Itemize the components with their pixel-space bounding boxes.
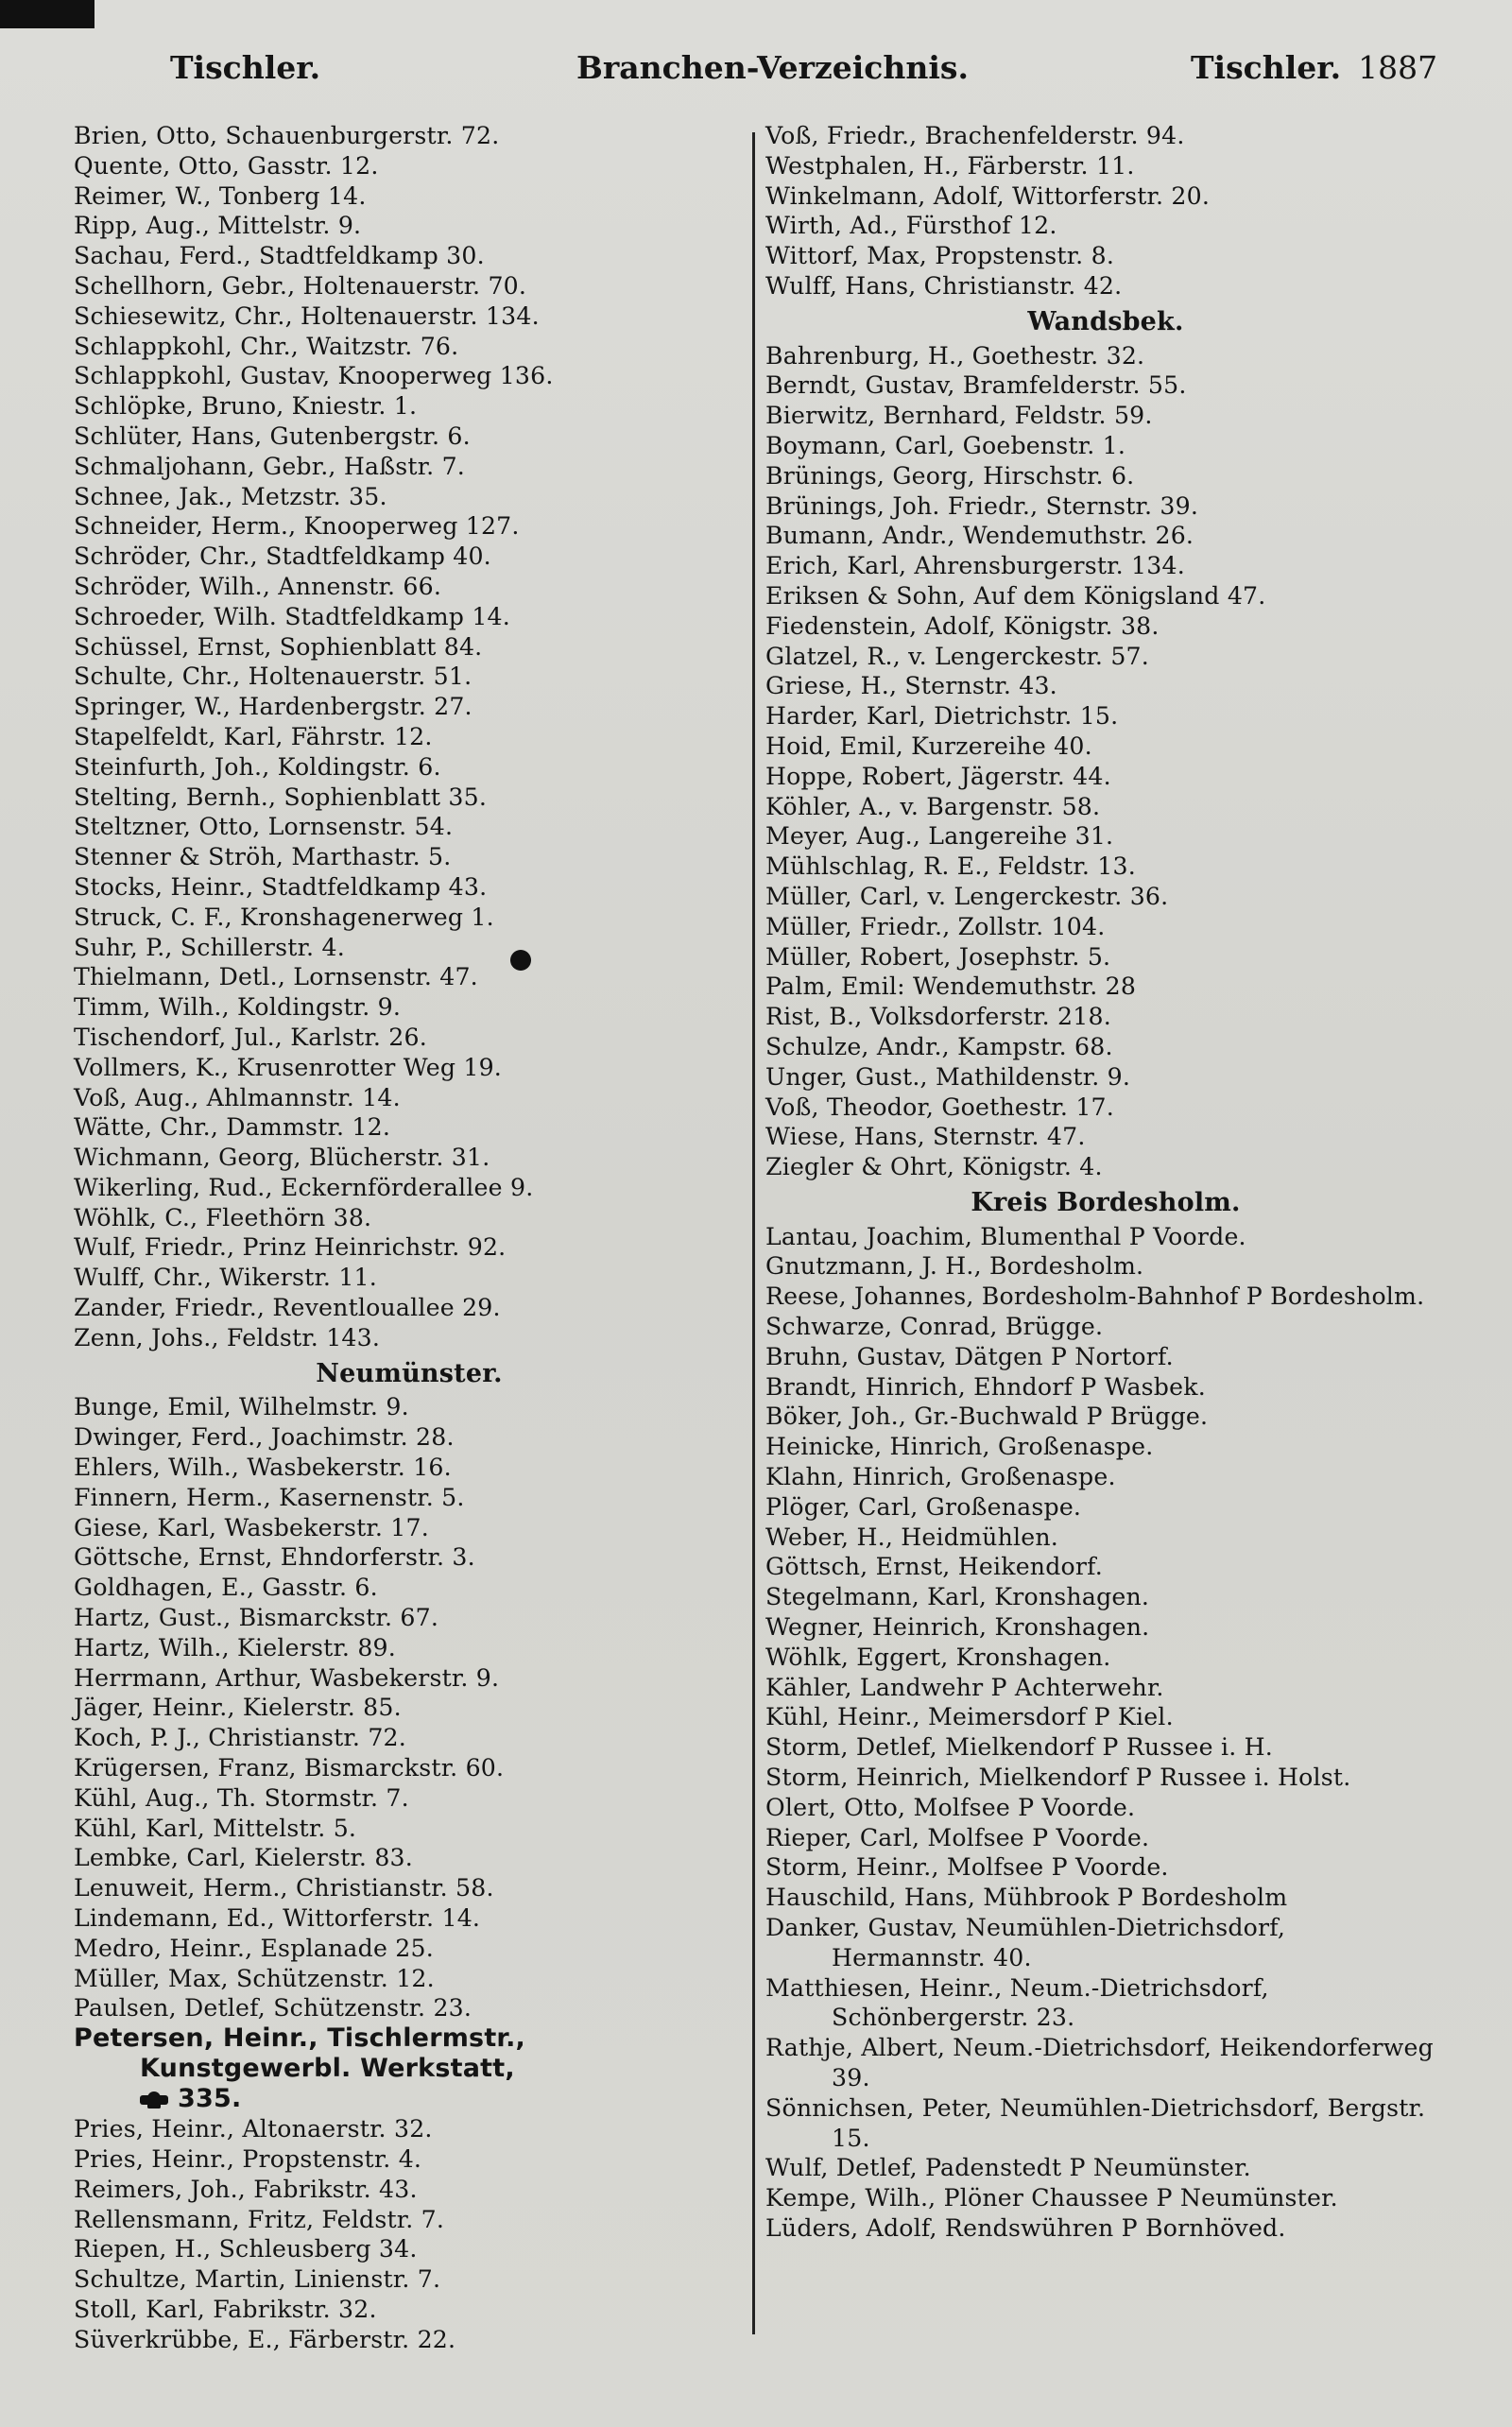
advertisement-petersen: [74, 2023, 745, 2114]
directory-entry: Westphalen, H., Färberstr. 11.: [765, 151, 1135, 180]
directory-entry: Wegner, Heinrich, Kronshagen.: [765, 1613, 1150, 1642]
directory-entry: Göttsch, Ernst, Heikendorf.: [765, 1553, 1103, 1581]
directory-entry: Palm, Emil: Wendemuthstr. 28: [765, 973, 1137, 1001]
directory-entry: Goldhagen, E., Gasstr. 6.: [74, 1574, 378, 1602]
directory-entry: Storm, Heinr., Molfsee P Voorde.: [765, 1853, 1169, 1882]
directory-entry: Olert, Otto, Molfsee P Voorde.: [765, 1793, 1136, 1821]
directory-entry: Ehlers, Wilh., Wasbekerstr. 16.: [74, 1454, 452, 1482]
header-center-title: Branchen-Verzeichnis.: [576, 49, 969, 86]
section-title-wandsbek: Wandsbek.: [1027, 306, 1184, 336]
directory-entry: Schiesewitz, Chr., Holtenauerstr. 134.: [74, 301, 540, 330]
directory-entry: Struck, C. F., Kronshagenerweg 1.: [74, 903, 494, 931]
directory-entry: Wirth, Ad., Fürsthof 12.: [765, 212, 1057, 240]
directory-entry: Ripp, Aug., Mittelstr. 9.: [74, 212, 362, 240]
directory-entry: Lembke, Carl, Kielerstr. 83.: [74, 1844, 413, 1872]
directory-entry: Griese, H., Sternstr. 43.: [765, 672, 1057, 700]
directory-entry: Wikerling, Rud., Eckernförderallee 9.: [74, 1173, 534, 1201]
directory-entry: Plöger, Carl, Großenaspe.: [765, 1492, 1082, 1521]
directory-entry: Rieper, Carl, Molfsee P Voorde.: [765, 1823, 1150, 1851]
directory-entry: Storm, Heinrich, Mielkendorf P Russee i. Holst.: [765, 1764, 1351, 1792]
header-left-title: Tischler.: [170, 49, 321, 86]
directory-entry: Schüssel, Ernst, Sophienblatt 84.: [74, 632, 483, 661]
directory-entry: Glatzel, R., v. Lengerckestr. 57.: [765, 642, 1149, 670]
directory-entry: Tischendorf, Jul., Karlstr. 26.: [74, 1023, 427, 1051]
directory-entry: Bahrenburg, H., Goethestr. 32.: [765, 341, 1145, 370]
column-divider: [752, 132, 755, 2334]
directory-entry: Reimer, W., Tonberg 14.: [74, 181, 367, 210]
directory-entry: Schlüter, Hans, Gutenbergstr. 6.: [74, 422, 471, 450]
directory-entry: Lüders, Adolf, Rendswühren P Bornhöved.: [765, 2213, 1286, 2242]
directory-entry: Mühlschlag, R. E., Feldstr. 13.: [765, 852, 1136, 881]
directory-entry: Dwinger, Ferd., Joachimstr. 28.: [74, 1423, 455, 1452]
directory-entry: Schröder, Wilh., Annenstr. 66.: [74, 572, 442, 600]
directory-entry: Böker, Joh., Gr.-Buchwald P Brügge.: [765, 1403, 1209, 1431]
directory-entry: Jäger, Heinr., Kielerstr. 85.: [74, 1694, 402, 1722]
directory-entry: Schneider, Herm., Knooperweg 127.: [74, 512, 520, 541]
directory-entry: Suhr, P., Schillerstr. 4.: [74, 933, 345, 961]
directory-entry: Schellhorn, Gebr., Holtenauerstr. 70.: [74, 271, 527, 300]
directory-entry: Wulf, Friedr., Prinz Heinrichstr. 92.: [74, 1233, 507, 1262]
directory-entry: Herrmann, Arthur, Wasbekerstr. 9.: [74, 1663, 500, 1692]
directory-entry: Brien, Otto, Schauenburgerstr. 72.: [74, 122, 500, 149]
directory-entry: Winkelmann, Adolf, Wittorferstr. 20.: [765, 181, 1211, 210]
directory-entry: Schlappkohl, Gustav, Knooperweg 136.: [74, 362, 554, 390]
header-right-title: [1191, 49, 1437, 86]
directory-entry: Hartz, Wilh., Kielerstr. 89.: [74, 1633, 396, 1661]
directory-entry: Hauschild, Hans, Mühbrook P Bordesholm: [765, 1884, 1288, 1912]
directory-entry: Finnern, Herm., Kasernenstr. 5.: [74, 1483, 465, 1511]
directory-entry: Schlöpke, Bruno, Kniestr. 1.: [74, 392, 418, 421]
directory-entry: Sachau, Ferd., Stadtfeldkamp 30.: [74, 242, 485, 270]
directory-entry: Brandt, Hinrich, Ehndorf P Wasbek.: [765, 1372, 1206, 1401]
directory-entry: Weber, H., Heidmühlen.: [765, 1523, 1059, 1551]
directory-entry: Voß, Aug., Ahlmannstr. 14.: [74, 1083, 401, 1111]
directory-entry: Köhler, A., v. Bargenstr. 58.: [765, 792, 1101, 820]
directory-entry: Wiese, Hans, Sternstr. 47.: [765, 1123, 1086, 1151]
directory-entry: Brünings, Joh. Friedr., Sternstr. 39.: [765, 491, 1199, 520]
directory-entry: Rathje, Albert, Neum.-Dietrichsdorf, Heikendorferweg 39.: [765, 2034, 1434, 2091]
directory-entry: Kühl, Karl, Mittelstr. 5.: [74, 1814, 357, 1842]
directory-entry: Schröder, Chr., Stadtfeldkamp 40.: [74, 542, 491, 571]
directory-entry: Bierwitz, Bernhard, Feldstr. 59.: [765, 402, 1153, 430]
directory-entry: Wichmann, Georg, Blücherstr. 31.: [74, 1144, 490, 1172]
directory-entry: Kühl, Aug., Th. Stormstr. 7.: [74, 1783, 409, 1812]
directory-entry: Stocks, Heinr., Stadtfeldkamp 43.: [74, 872, 488, 901]
directory-entry: Schulze, Andr., Kampstr. 68.: [765, 1032, 1113, 1060]
directory-entry: Reese, Johannes, Bordesholm-Bahnhof P Bordesholm.: [765, 1282, 1425, 1311]
directory-entry: Pries, Heinr., Altonaerstr. 32.: [74, 2115, 433, 2143]
directory-entry: Kühl, Heinr., Meimersdorf P Kiel.: [765, 1703, 1174, 1731]
neumuenster-entries-right: [765, 121, 1446, 301]
directory-entry: Wöhlk, C., Fleethörn 38.: [74, 1203, 372, 1231]
directory-entry: Thielmann, Detl., Lornsenstr. 47.: [74, 963, 478, 991]
directory-entry: Stenner & Ströh, Marthastr. 5.: [74, 843, 452, 871]
telephone-icon: [140, 2091, 168, 2109]
directory-entry: Schlappkohl, Chr., Waitzstr. 76.: [74, 332, 459, 360]
directory-entry: Timm, Wilh., Koldingstr. 9.: [74, 993, 402, 1022]
ad-line-1: Petersen, Heinr., Tischlermstr.,: [74, 2023, 526, 2054]
directory-entry: Paulsen, Detlef, Schützenstr. 23.: [74, 1994, 472, 2022]
directory-entry: Rist, B., Volksdorferstr. 218.: [765, 1003, 1111, 1031]
neumuenster-entries: [74, 1392, 745, 2023]
directory-entry: Stelting, Bernh., Sophienblatt 35.: [74, 783, 488, 811]
directory-entry: Stoll, Karl, Fabrikstr. 32.: [74, 2295, 377, 2323]
directory-entry: Wulff, Hans, Christianstr. 42.: [765, 271, 1123, 300]
directory-entry: Voß, Theodor, Goethestr. 17.: [765, 1093, 1114, 1121]
ad-line-2: Kunstgewerbl. Werkstatt,: [140, 2054, 515, 2084]
scan-corner-mark: [0, 0, 94, 28]
directory-entry: Meyer, Aug., Langereihe 31.: [765, 822, 1114, 851]
directory-entry: Schmaljohann, Gebr., Haßstr. 7.: [74, 452, 466, 480]
directory-entry: Boymann, Carl, Goebenstr. 1.: [765, 431, 1126, 459]
directory-entry: Rellensmann, Fritz, Feldstr. 7.: [74, 2205, 445, 2233]
directory-entry: Lantau, Joachim, Blumenthal P Voorde.: [765, 1222, 1246, 1250]
directory-entry: Medro, Heinr., Esplanade 25.: [74, 1934, 434, 1962]
directory-entry: Müller, Friedr., Zollstr. 104.: [765, 912, 1106, 940]
directory-entry: Fiedenstein, Adolf, Königstr. 38.: [765, 611, 1160, 640]
right-column: [765, 121, 1446, 2244]
directory-entry: Ziegler & Ohrt, Königstr. 4.: [765, 1153, 1103, 1181]
kiel-entries-continued: [74, 121, 745, 1353]
directory-entry: Vollmers, K., Krusenrotter Weg 19.: [74, 1053, 503, 1081]
directory-entry: Schultze, Martin, Linienstr. 7.: [74, 2265, 441, 2294]
directory-entry: Müller, Max, Schützenstr. 12.: [74, 1964, 435, 1992]
directory-entry: Erich, Karl, Ahrensburgerstr. 134.: [765, 552, 1185, 580]
directory-entry: Zenn, Johs., Feldstr. 143.: [74, 1323, 381, 1351]
neumuenster-entries-continued: [74, 2114, 745, 2354]
directory-entry: Storm, Detlef, Mielkendorf P Russee i. H.: [765, 1733, 1274, 1762]
directory-entry: Quente, Otto, Gasstr. 12.: [74, 151, 379, 180]
wandsbek-entries: [765, 341, 1446, 1182]
directory-entry: Pries, Heinr., Propstenstr. 4.: [74, 2145, 422, 2173]
directory-entry: Matthiesen, Heinr., Neum.-Dietrichsdorf, Schönbergerstr. 23.: [765, 1973, 1269, 2032]
directory-entry: Göttsche, Ernst, Ehndorferstr. 3.: [74, 1543, 475, 1572]
left-column: [74, 121, 745, 2355]
directory-entry: Wätte, Chr., Dammstr. 12.: [74, 1113, 391, 1142]
directory-entry: Wittorf, Max, Propstenstr. 8.: [765, 242, 1115, 270]
directory-entry: Springer, W., Hardenbergstr. 27.: [74, 693, 472, 721]
directory-entry: Schnee, Jak., Metzstr. 35.: [74, 482, 387, 510]
directory-entry: Eriksen & Sohn, Auf dem Königsland 47.: [765, 581, 1266, 610]
directory-entry: Wöhlk, Eggert, Kronshagen.: [765, 1643, 1111, 1671]
directory-entry: Kähler, Landwehr P Achterwehr.: [765, 1673, 1164, 1701]
directory-entry: Stegelmann, Karl, Kronshagen.: [765, 1583, 1150, 1611]
directory-entry: Giese, Karl, Wasbekerstr. 17.: [74, 1513, 429, 1541]
directory-entry: Steltzner, Otto, Lornsenstr. 54.: [74, 813, 454, 841]
page-header: [76, 49, 1474, 106]
directory-entry: Schwarze, Conrad, Brügge.: [765, 1313, 1104, 1341]
directory-entry: Müller, Carl, v. Lengerckestr. 36.: [765, 882, 1169, 910]
directory-entry: Klahn, Hinrich, Großenaspe.: [765, 1463, 1116, 1491]
directory-entry: Schulte, Chr., Holtenauerstr. 51.: [74, 663, 472, 691]
directory-entry: Hoid, Emil, Kurzereihe 40.: [765, 732, 1092, 760]
directory-entry: Gnutzmann, J. H., Bordesholm.: [765, 1252, 1144, 1281]
directory-entry: Stapelfeldt, Karl, Fährstr. 12.: [74, 722, 433, 750]
directory-entry: Krügersen, Franz, Bismarckstr. 60.: [74, 1754, 505, 1782]
directory-entry: Zander, Friedr., Reventlouallee 29.: [74, 1294, 501, 1322]
directory-entry: Sönnichsen, Peter, Neumühlen-Dietrichsdorf, Bergstr. 15.: [765, 2093, 1426, 2152]
directory-entry: Koch, P. J., Christianstr. 72.: [74, 1724, 406, 1752]
directory-entry: Lindemann, Ed., Wittorferstr. 14.: [74, 1904, 481, 1933]
directory-entry: Hartz, Gust., Bismarckstr. 67.: [74, 1604, 439, 1632]
directory-entry: Voß, Friedr., Brachenfelderstr. 94.: [765, 122, 1185, 149]
section-title-kreis-bordesholm: Kreis Bordesholm.: [971, 1187, 1241, 1217]
ad-phone-number: 335.: [178, 2084, 242, 2114]
directory-entry: Bumann, Andr., Wendemuthstr. 26.: [765, 522, 1194, 550]
directory-entry: Berndt, Gustav, Bramfelderstr. 55.: [765, 371, 1187, 400]
directory-entry: Riepen, H., Schleusberg 34.: [74, 2235, 418, 2263]
directory-entry: Müller, Robert, Josephstr. 5.: [765, 942, 1111, 971]
directory-entry: Kempe, Wilh., Plöner Chaussee P Neumünster.: [765, 2184, 1338, 2212]
directory-entry: Reimers, Joh., Fabrikstr. 43.: [74, 2175, 418, 2203]
directory-entry: Hoppe, Robert, Jägerstr. 44.: [765, 762, 1111, 790]
section-title-neumuenster: Neumünster.: [316, 1358, 503, 1388]
directory-entry: Unger, Gust., Mathildenstr. 9.: [765, 1062, 1131, 1091]
directory-entry: Brünings, Georg, Hirschstr. 6.: [765, 461, 1135, 490]
bordesholm-entries: [765, 1222, 1446, 2244]
directory-entry: Wulff, Chr., Wikerstr. 11.: [74, 1264, 377, 1292]
directory-entry: Harder, Karl, Dietrichstr. 15.: [765, 702, 1119, 731]
ad-line-3: [74, 2084, 745, 2114]
directory-entry: Bruhn, Gustav, Dätgen P Nortorf.: [765, 1342, 1174, 1370]
directory-entry: Lenuweit, Herm., Christianstr. 58.: [74, 1874, 494, 1902]
directory-entry: Wulf, Detlef, Padenstedt P Neumünster.: [765, 2154, 1251, 2182]
directory-entry: Bunge, Emil, Wilhelmstr. 9.: [74, 1393, 409, 1421]
header-right-label: Tischler.: [1191, 49, 1342, 86]
directory-entry: Danker, Gustav, Neumühlen-Dietrichsdorf, Hermannstr. 40.: [765, 1914, 1286, 1971]
directory-entry: Süverkrübbe, E., Färberstr. 22.: [74, 2325, 456, 2353]
directory-entry: Schroeder, Wilh. Stadtfeldkamp 14.: [74, 602, 510, 630]
directory-entry: Steinfurth, Joh., Koldingstr. 6.: [74, 752, 441, 781]
directory-entry: Heinicke, Hinrich, Großenaspe.: [765, 1433, 1154, 1461]
page-number: 1887: [1358, 49, 1438, 86]
